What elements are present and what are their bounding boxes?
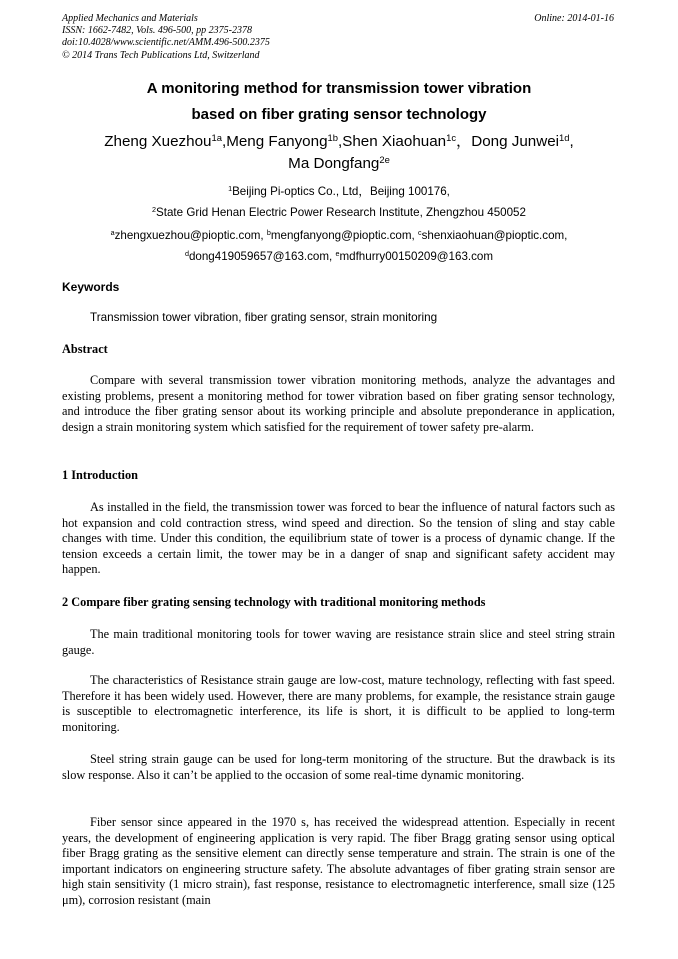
author-affiliation-mark: 1a — [211, 131, 222, 143]
email-address: dong419059657@163.com, — [188, 250, 336, 263]
section-heading: 2 Compare fiber grating sensing technology with traditional monitoring methods — [62, 595, 486, 609]
keywords-text: Transmission tower vibration, fiber grating sensor, strain monitoring — [90, 311, 438, 324]
email-line-2: $^d$dong419059657@163.com, $^e$mdfhurry00150209@163.com — [184, 249, 494, 263]
paragraph: The characteristics of Resistance strain gauge are low-cost, mature technology, reflecting with fast speed. Therefore it has been widely used. However, there are many problems, for example, the resistance strain gauge is susceptible to electromagnetic interference, its life is short, it is difficult to be applied to long-term monitoring. — [62, 673, 615, 734]
affiliation-number: 2 — [152, 205, 157, 215]
section-body — [62, 673, 615, 735]
section-body — [62, 815, 615, 909]
author-separator: , — [338, 133, 343, 150]
author-separator: , — [221, 133, 227, 150]
email-address: mengfanyong@pioptic.com, — [270, 229, 418, 242]
author-affiliation-mark: 1d — [559, 131, 570, 143]
author-affiliation-mark: 2e — [379, 153, 390, 165]
author-affiliation-mark: 1c — [446, 131, 457, 143]
author-name: Ma Dongfang — [288, 155, 380, 172]
email-line-1: $^a$zhengxuezhou@pioptic.com, $^b$mengfanyong@pioptic.com, $^c$shenxiaohuan@pioptic.com, — [110, 228, 568, 242]
issn-line: ISSN: 1662-7482, Vols. 496-500, pp 2375-2378 — [62, 25, 252, 37]
paragraph: Compare with several transmission tower vibration monitoring methods, analyze the advantages and existing problems, present a monitoring method for tower vibration based on fiber grating sensor technology, and introduce the fiber grating sensor about its working principle and absolute preponderance in application, design a strain monitoring system which satisfied for the requirement of tower safety pre-alarm. — [62, 373, 615, 434]
keywords-heading: Keywords — [62, 280, 120, 294]
author-affiliation-mark: 1b — [327, 131, 338, 143]
email-address: zhengxuezhou@pioptic.com, — [114, 229, 267, 242]
affiliation-1: $^1$Beijing Pi-optics Co., Ltd，Beijing 100176, — [228, 184, 450, 198]
paragraph: Steel string strain gauge can be used for long-term monitoring of the structure. But the drawback is its slow response. Also it can’t be applied to the occasion of some real-time dynamic monitoring. — [62, 752, 615, 782]
section-body — [62, 500, 615, 578]
author-separator: ， — [456, 133, 472, 150]
paper-title-line-1: A monitoring method for transmission tower vibration — [146, 80, 532, 97]
paper-title-line-2: based on fiber grating sensor technology — [191, 106, 487, 123]
journal-header — [62, 13, 270, 62]
author-separator: , — [569, 133, 574, 150]
author-name: Meng Fanyong — [226, 133, 328, 150]
author-name: Zheng Xuezhou — [104, 133, 212, 150]
section-heading: 1 Introduction — [62, 468, 138, 482]
paragraph: The main traditional monitoring tools for tower waving are resistance strain slice and steel string strain gauge. — [62, 627, 615, 657]
author-list-line-2 — [0, 155, 678, 172]
online-date: Online: 2014-01-16 — [534, 13, 614, 24]
paragraph: As installed in the field, the transmission tower was forced to bear the influence of natural factors such as hot expansion and cold contraction stress, wind speed and direction. So the tension of sling and stay cable changes with time. Under this condition, the equilibrium state of tower is a process of dynamic change. If the tension exceeds a certain limit, the tower may be in a danger of snap and significant safety accident may happen. — [62, 500, 615, 577]
affiliation-2: $^2$State Grid Henan Electric Power Research Institute, Zhengzhou 450052 — [152, 205, 526, 219]
author-list — [0, 130, 678, 151]
copyright-line: © 2014 Trans Tech Publications Ltd, Switzerland — [62, 49, 260, 61]
journal-name: Applied Mechanics and Materials — [62, 13, 198, 24]
affiliation-number: 1 — [228, 184, 233, 194]
section-body — [62, 752, 615, 783]
section-body — [62, 627, 615, 658]
doi-line: doi:10.4028/www.scientific.net/AMM.496-500.2375 — [62, 37, 270, 49]
author-name: Dong Junwei — [471, 133, 560, 150]
abstract-body — [62, 373, 615, 435]
abstract-heading: Abstract — [62, 342, 108, 356]
paragraph: Fiber sensor since appeared in the 1970 s, has received the widespread attention. Especially in recent years, the development of engineering application is very rapid. The fiber Bragg grating sensor using optical fiber Bragg grating as the sensitive element can directly sense temperature and strain. The strain is one of the important indicators on engineering structure safety. The absolute advantages of fiber grating strain sensor are high stain sensitivity (1 micro strain), fast response, resistance to electromagnetic interference, small size (125 μm), corrosion resistant (main — [62, 815, 615, 907]
email-address: mdfhurry00150209@163.com — [339, 250, 494, 263]
author-name: Shen Xiaohuan — [342, 133, 447, 150]
email-address: shenxiaohuan@pioptic.com, — [421, 229, 568, 242]
